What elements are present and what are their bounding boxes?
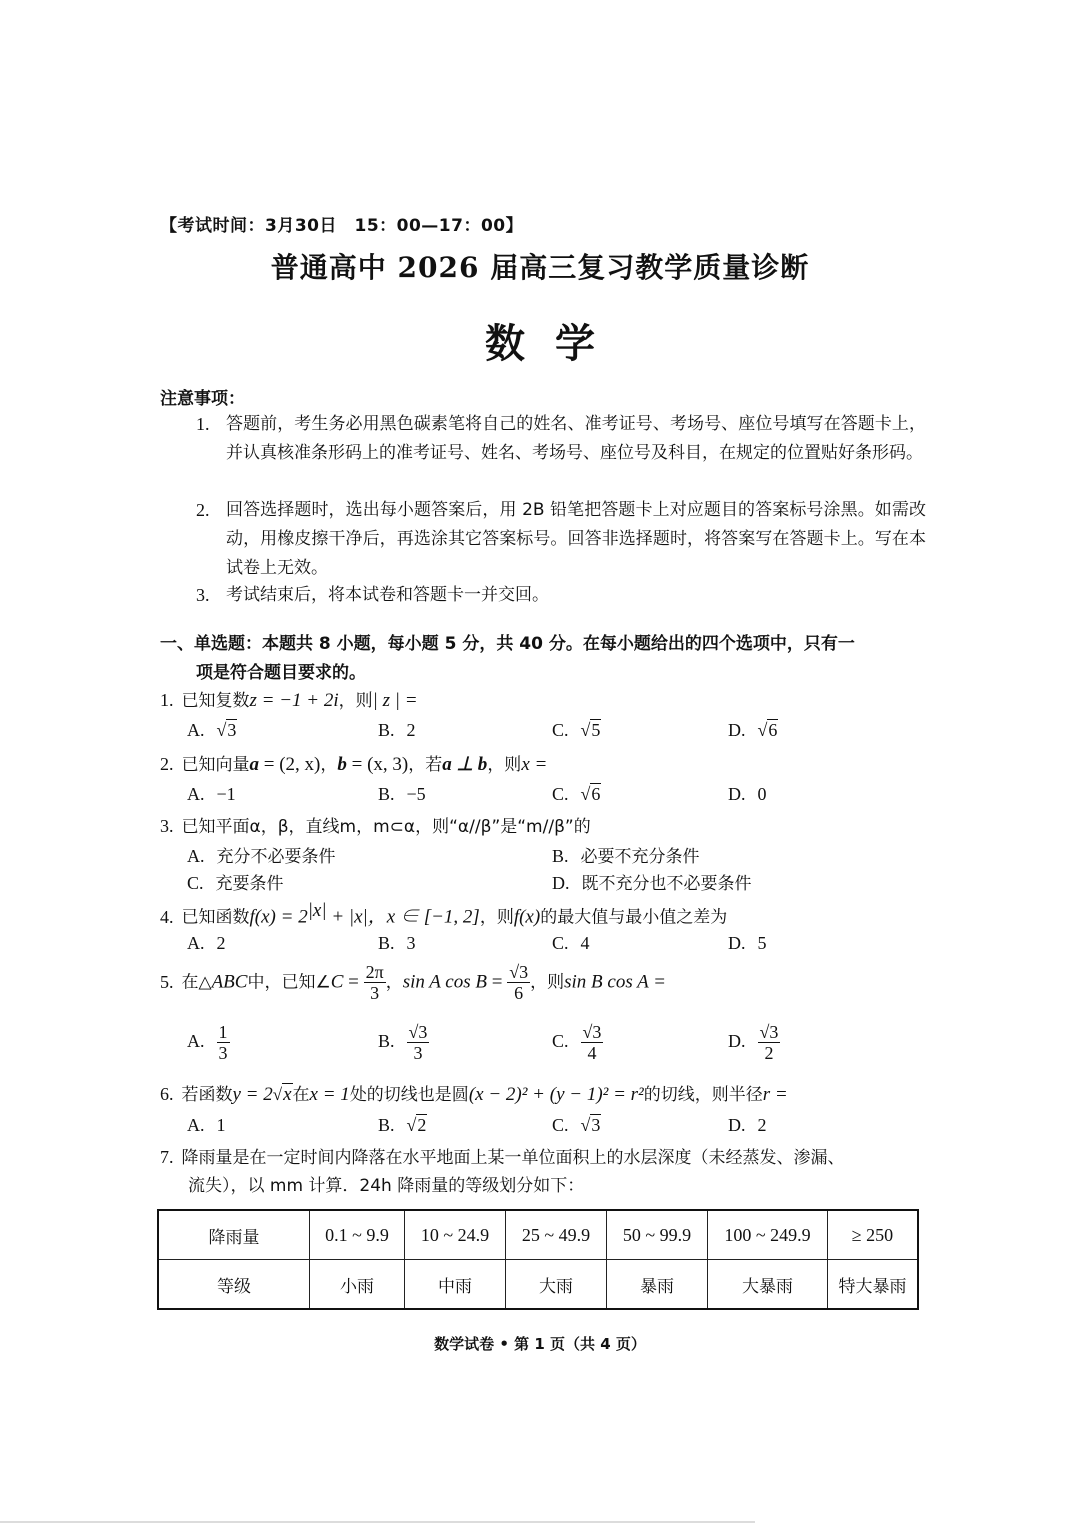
- option-label: C.: [552, 1115, 569, 1135]
- stem-text: ，则: [530, 972, 565, 993]
- question-4-stem: [160, 900, 727, 929]
- exam-title: 普通高中 2026 届高三复习教学质量诊断: [270, 251, 810, 284]
- option-a[interactable]: [187, 1022, 230, 1063]
- stem-text: ，则: [338, 691, 373, 711]
- denominator: 3: [413, 1043, 423, 1063]
- option-label: A.: [187, 846, 205, 866]
- option-value: 4: [580, 933, 590, 953]
- sqrt-value: √6: [757, 720, 778, 740]
- section-heading-line2: 项是符合题目要求的。: [196, 663, 366, 683]
- denominator: 4: [587, 1043, 597, 1063]
- stem-math: r =: [762, 1084, 788, 1105]
- radicand: 3: [592, 1022, 602, 1042]
- note-text: 考试结束后，将本试卷和答题卡一并交回。: [226, 585, 549, 605]
- fraction: [364, 962, 386, 1003]
- stem-math: (x − 2)² + (y − 1)² = r²: [468, 1084, 644, 1105]
- question-number: 3.: [160, 816, 174, 836]
- option-label: A.: [187, 1030, 205, 1051]
- exam-time: 【考试时间：3月30日 15：00—17：00】: [160, 216, 524, 236]
- stem-text: ，若: [408, 755, 443, 775]
- question-6-stem: [160, 1080, 788, 1106]
- exponent: |x|: [307, 900, 327, 921]
- radicand: 6: [768, 720, 778, 740]
- question-number: 7.: [160, 1147, 174, 1167]
- table-row: [158, 1210, 918, 1260]
- section-heading: [160, 630, 920, 688]
- page-footer: 数学试卷 • 第 1 页（共 4 页）: [434, 1335, 646, 1353]
- stem-text: 的最大值与最小值之差为: [540, 907, 728, 928]
- radicand: 3: [227, 720, 237, 740]
- question-1-stem: [160, 686, 418, 712]
- sqrt-value: √6: [580, 784, 601, 804]
- table-cell: ≥ 250: [828, 1210, 919, 1260]
- question-number: 2.: [160, 754, 174, 774]
- numerator: √3: [408, 1022, 428, 1042]
- table-cell: 0.1 ~ 9.9: [310, 1210, 405, 1260]
- option-label: A.: [187, 933, 205, 953]
- note-number: 2.: [196, 500, 210, 520]
- option-d[interactable]: [728, 1115, 767, 1136]
- stem-text: 已知平面α，β，直线m，m⊂α，则“α//β”是“m//β”的: [181, 817, 591, 837]
- option-c[interactable]: [552, 784, 601, 805]
- option-c[interactable]: [552, 1115, 601, 1136]
- table-cell: 暴雨: [607, 1260, 708, 1310]
- option-c[interactable]: [552, 933, 590, 954]
- vector-a: a: [249, 754, 259, 775]
- table-cell: 50 ~ 99.9: [607, 1210, 708, 1260]
- question-number: 1.: [160, 690, 174, 710]
- option-value: 2: [216, 933, 226, 953]
- sqrt-value: √x: [272, 1084, 292, 1105]
- option-value: −5: [406, 784, 426, 804]
- option-label: D.: [728, 720, 746, 740]
- option-b[interactable]: [552, 842, 700, 867]
- option-label: C.: [552, 784, 569, 804]
- option-value: −1: [216, 784, 236, 804]
- option-value: 1: [216, 1115, 226, 1135]
- option-a[interactable]: [187, 842, 336, 867]
- stem-math: x =: [521, 754, 548, 775]
- radicand: 2: [417, 1115, 427, 1135]
- question-2-stem: [160, 750, 547, 776]
- stem-text: 在△: [181, 972, 212, 993]
- question-number: 6.: [160, 1084, 174, 1104]
- question-5-stem: 5. 在△ABC中，已知∠C = $\frac{2\pi}{3}$ ，sin A cos B = $\frac{√3}{6}$ ，则sin B cos A =: [160, 962, 666, 1003]
- stem-math: sin B cos A =: [564, 971, 666, 993]
- notes-heading: 注意事项：: [160, 389, 245, 409]
- table-header-cell: 降雨量: [158, 1210, 310, 1260]
- sqrt-value: √2: [406, 1115, 427, 1135]
- option-b[interactable]: [378, 1115, 427, 1136]
- stem-math: | z | =: [372, 690, 418, 711]
- table-cell: 特大暴雨: [828, 1260, 919, 1310]
- option-label: A.: [187, 784, 205, 804]
- option-label: B.: [552, 846, 569, 866]
- option-label: D.: [728, 933, 746, 953]
- option-label: C.: [552, 1030, 569, 1051]
- stem-math: =: [343, 971, 364, 993]
- stem-math: f(x) = 2: [249, 906, 308, 928]
- option-label: A.: [187, 1115, 205, 1135]
- stem-text: ，则: [479, 907, 514, 928]
- note-number: 3.: [196, 585, 210, 605]
- option-value: 5: [757, 933, 767, 953]
- question-7-stem: [160, 1143, 930, 1168]
- option-d[interactable]: [728, 1022, 780, 1063]
- radicand: 6: [591, 784, 601, 804]
- stem-text: 已知向量: [181, 755, 250, 775]
- note-text: 答题前，考生务必用黑色碳素笔将自己的姓名、准考证号、考场号、座位号填写在答题卡上，并认真核准条形码上的准考证号、姓名、考场号、座位号及科目，在规定的位置贴好条形码。: [226, 414, 926, 463]
- table-row: [158, 1260, 918, 1310]
- stem-text: 中，已知∠: [247, 972, 331, 993]
- option-value: 2: [757, 1115, 767, 1135]
- option-label: B.: [378, 784, 395, 804]
- option-label: C.: [552, 933, 569, 953]
- stem-text: 已知函数: [181, 907, 250, 928]
- radicand: 3: [591, 1115, 601, 1135]
- option-value: 既不充分也不必要条件: [581, 874, 752, 894]
- denominator: 6: [514, 983, 524, 1003]
- numerator: 1: [218, 1022, 228, 1042]
- option-a[interactable]: [187, 784, 236, 805]
- stem-math: x = 1: [309, 1084, 350, 1105]
- option-d[interactable]: [728, 784, 767, 805]
- denominator: 2: [764, 1043, 774, 1063]
- table-cell: 小雨: [310, 1260, 405, 1310]
- option-value: 2: [406, 720, 416, 740]
- stem-math: ABC: [211, 971, 248, 993]
- table-cell: 中雨: [405, 1260, 506, 1310]
- radicand: 3: [519, 962, 529, 982]
- sqrt-value: √5: [580, 720, 601, 740]
- table-cell: 100 ~ 249.9: [708, 1210, 828, 1260]
- fraction: [581, 1022, 604, 1063]
- note-item: [196, 581, 926, 610]
- page-edge-divider: [0, 1521, 755, 1523]
- stem-math: z = −1 + 2i: [249, 690, 339, 711]
- option-value: 必要不充分条件: [580, 847, 700, 867]
- stem-text: 若函数: [181, 1085, 233, 1105]
- option-label: C.: [187, 873, 204, 893]
- numerator: √3: [509, 962, 529, 982]
- stem-text: 降雨量是在一定时间内降落在水平地面上某一单位面积上的水层深度（未经蒸发、渗漏、: [181, 1148, 845, 1168]
- option-d[interactable]: [728, 933, 767, 954]
- stem-text: 的切线，则半径: [643, 1085, 763, 1105]
- option-b[interactable]: [378, 720, 416, 741]
- note-item: [196, 410, 926, 468]
- stem-math: = (2, x): [259, 754, 321, 775]
- sqrt-value: √3: [580, 1115, 601, 1135]
- vector-b: b: [337, 754, 347, 775]
- numerator: 2π: [365, 962, 384, 982]
- stem-math: = (x, 3): [346, 754, 409, 775]
- stem-text: ，: [320, 755, 338, 775]
- option-label: D.: [728, 784, 746, 804]
- stem-math: f(x): [513, 906, 541, 928]
- question-7-stem-line2: 流失），以 mm 计算．24h 降雨量的等级划分如下：: [188, 1176, 585, 1196]
- option-value: 0: [757, 784, 767, 804]
- table-cell: 大雨: [506, 1260, 607, 1310]
- radicand: x: [283, 1084, 292, 1105]
- fraction: [217, 1022, 230, 1063]
- rainfall-table: [157, 1209, 919, 1310]
- option-d[interactable]: [552, 869, 752, 894]
- option-c[interactable]: [552, 720, 601, 741]
- question-number: 5.: [160, 971, 174, 992]
- sqrt-value: √3: [216, 720, 237, 740]
- radicand: 5: [591, 720, 601, 740]
- option-label: B.: [378, 1115, 395, 1135]
- stem-math: ，x ∈ [−1, 2]: [367, 906, 480, 928]
- option-a[interactable]: [187, 933, 226, 954]
- table-cell: 25 ~ 49.9: [506, 1210, 607, 1260]
- table-header-cell: 等级: [158, 1260, 310, 1310]
- question-3-stem: [160, 812, 591, 837]
- option-d[interactable]: [728, 720, 778, 741]
- stem-text: 处的切线也是圆: [349, 1085, 469, 1105]
- stem-math: y = 2: [232, 1084, 273, 1105]
- stem-text: 在: [292, 1085, 310, 1105]
- option-label: A.: [187, 720, 205, 740]
- option-b[interactable]: [378, 1022, 429, 1063]
- option-label: C.: [552, 720, 569, 740]
- option-value: 充分不必要条件: [216, 847, 336, 867]
- option-label: D.: [728, 1030, 746, 1051]
- subject-title: 数学: [485, 320, 625, 367]
- option-label: B.: [378, 1030, 395, 1051]
- stem-text: ，: [385, 972, 403, 993]
- table-cell: 大暴雨: [708, 1260, 828, 1310]
- numerator: √3: [759, 1022, 779, 1042]
- option-value: 充要条件: [215, 874, 284, 894]
- numerator: √3: [582, 1022, 602, 1042]
- stem-math: sin A cos B: [402, 971, 487, 993]
- radicand: 3: [418, 1022, 428, 1042]
- option-a[interactable]: [187, 720, 237, 741]
- stem-text: ，则: [487, 755, 522, 775]
- option-c[interactable]: [552, 1022, 603, 1063]
- section-heading-line1: 一、单选题：本题共 8 小题，每小题 5 分，共 40 分。在每小题给出的四个选项中，只有一: [160, 634, 855, 654]
- note-item: [196, 496, 926, 583]
- option-value: 3: [406, 933, 416, 953]
- denominator: 3: [370, 983, 380, 1003]
- denominator: 3: [218, 1043, 228, 1063]
- table-cell: 10 ~ 24.9: [405, 1210, 506, 1260]
- fraction: [407, 1022, 430, 1063]
- question-number: 4.: [160, 906, 174, 927]
- option-b[interactable]: [378, 784, 426, 805]
- fraction: [758, 1022, 781, 1063]
- option-label: D.: [728, 1115, 746, 1135]
- fraction: [507, 962, 530, 1003]
- option-label: B.: [378, 933, 395, 953]
- note-number: 1.: [196, 414, 210, 434]
- option-label: B.: [378, 720, 395, 740]
- option-label: D.: [552, 873, 570, 893]
- stem-math: + |x|: [326, 906, 368, 928]
- option-c[interactable]: [187, 869, 284, 894]
- note-text: 回答选择题时，选出每小题答案后，用 2B 铅笔把答题卡上对应题目的答案标号涂黑。如需改动，用橡皮擦干净后，再选涂其它答案标号。回答非选择题时，将答案写在答题卡上。写在本试卷上无效。: [226, 500, 926, 578]
- option-b[interactable]: [378, 933, 416, 954]
- stem-math: C: [330, 971, 344, 993]
- stem-text: 已知复数: [181, 691, 250, 711]
- option-a[interactable]: [187, 1115, 226, 1136]
- stem-math: a ⊥ b: [442, 754, 488, 775]
- radicand: 3: [769, 1022, 779, 1042]
